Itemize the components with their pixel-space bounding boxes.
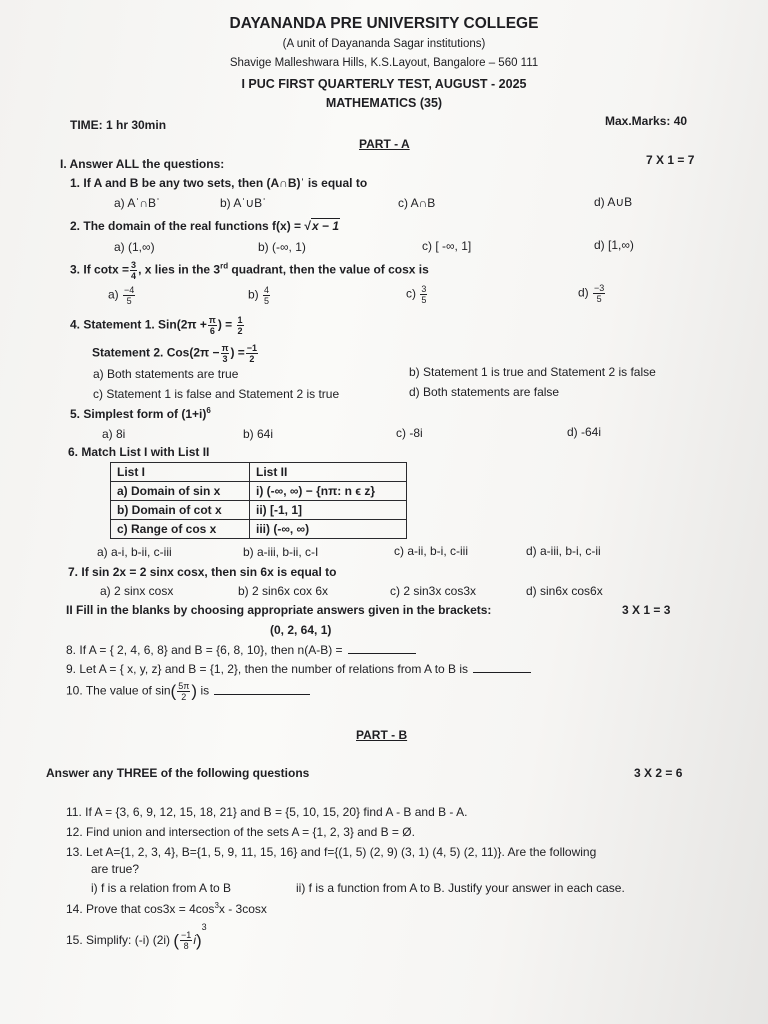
numerator: 3 [421,284,427,294]
q1-option-c[interactable]: c) A∩B [398,196,436,210]
question-number: 12. [66,825,83,839]
question-3 [70,260,429,281]
question-13-part-i: i) f is a relation from A to B [91,881,232,895]
q1-option-b[interactable]: b) Aˈ∪Bˈ [220,196,267,210]
q5-option-b[interactable]: b) 64i [243,427,274,441]
numerator: −3 [594,283,605,293]
question-text: Let A={1, 2, 3, 4}, B={1, 5, 9, 11, 15, 16} and f={(1, 5) (2, 9) (3, 1) (4, 5) (2, 11)}. Are the following [86,845,597,859]
imaginary-unit: i [193,933,196,947]
q4-option-b[interactable]: b) Statement 1 is true and Statement 2 is false [409,365,656,379]
q2-option-a[interactable]: a) (1,∞) [114,240,155,254]
question-14 [66,901,267,916]
q4-option-c[interactable]: c) Statement 1 is false and Statement 2 is true [93,387,340,401]
fraction [177,681,190,702]
table-header: List I [111,463,250,482]
table-header-row [111,463,407,482]
question-text: Simplest form of (1+i) [83,407,207,421]
fraction [593,283,605,304]
exam-title: I PUC FIRST QUARTERLY TEST, AUGUST - 2025 [241,77,527,91]
q2-option-b[interactable]: b) (-∞, 1) [258,240,306,254]
statement-text: ) = [217,317,233,332]
question-12 [66,825,415,839]
question-text: Find union and intersection of the sets A = {1, 2, 3} and B = Ø. [86,825,415,839]
table-cell: ii) [-1, 1] [250,501,407,520]
fraction [221,343,230,364]
question-text: Match List I with List II [81,445,210,459]
fraction [208,315,217,336]
section1-marks: 7 X 1 = 7 [646,153,695,167]
q6-option-c[interactable]: c) a-ii, b-i, c-iii [394,544,468,558]
q3-option-d[interactable] [578,283,606,304]
question-15 [66,922,207,951]
q5-option-d[interactable]: d) -64i [567,425,602,439]
question-number: 10. [66,683,83,698]
q2-option-d[interactable]: d) [1,∞) [594,238,634,252]
superscript: 6 [206,406,211,415]
college-unit: (A unit of Dayananda Sagar institutions) [282,38,486,50]
denominator: 4 [131,271,137,281]
fraction [123,285,135,306]
question-number: 7. [68,565,79,579]
question-number: 13. [66,845,83,859]
part-a-title: PART - A [359,137,410,151]
numerator: π [221,343,229,353]
denominator: 5 [421,295,427,305]
q3-option-c[interactable] [406,284,428,305]
denominator: 5 [596,294,602,304]
right-paren: ) [195,930,202,950]
question-text: is [200,683,210,698]
table-cell: b) Domain of cot x [111,501,250,520]
numerator: −1 [181,930,192,941]
fraction [420,284,427,305]
blank-choices: (0, 2, 64, 1) [270,623,332,637]
question-text: Let A = { x, y, z} and B = {1, 2}, then the number of relations from A to B is [79,662,469,676]
section2-marks: 3 X 1 = 3 [622,603,671,617]
option-label: c) [406,286,416,301]
numerator: 5π [178,681,190,691]
table-row [111,482,407,501]
question-text: x - 3cosx [218,902,267,916]
question-text: If A = { 2, 4, 6, 8} and B = {6, 8, 10}, then n(A-B) = [79,643,343,657]
q5-option-a[interactable]: a) 8i [102,427,126,441]
answer-blank[interactable] [348,643,416,654]
option-label: b) [248,287,259,302]
question-13-continued: are true? [91,862,140,876]
left-paren: ( [170,681,177,701]
question-text: Simplify: (-i) (2i) [86,933,171,947]
part-b-marks: 3 X 2 = 6 [634,766,683,780]
denominator: 2 [181,692,187,702]
q6-option-a[interactable]: a) a-i, b-ii, c-iii [97,545,172,559]
statement-text: ) = [230,345,245,360]
question-text: The domain of the real functions f(x) = [83,219,305,233]
table-cell: a) Domain of sin x [111,482,250,501]
denominator: 2 [237,326,243,336]
numerator: 3 [131,260,137,270]
section2-heading: II Fill in the blanks by choosing appropriate answers given in the brackets: [66,603,492,617]
option-label: d) [578,285,589,300]
superscript: 3 [201,922,207,932]
question-text: If sin 2x = 2 sinx cosx, then sin 6x is equal to [81,565,337,579]
question-number: 5. [70,407,81,421]
fraction [180,930,192,951]
question-number: 6. [68,445,79,459]
question-text: quadrant, then the value of cosx is [228,262,429,277]
q3-option-b[interactable] [248,285,271,306]
statement-text: Statement 1. Sin(2π + [83,317,207,332]
question-number: 4. [70,317,81,332]
table-header: List II [250,463,407,482]
question-2 [70,219,340,233]
answer-blank[interactable] [473,662,531,673]
numerator: 4 [264,285,270,295]
q1-option-a[interactable]: a) Aˈ∩Bˈ [114,196,160,210]
q7-option-a[interactable]: a) 2 sinx cosx [100,584,174,598]
fraction [263,285,270,306]
question-1 [70,176,367,190]
question-number: 14. [66,902,83,916]
denominator: 8 [183,941,189,952]
radicand: x − 1 [311,219,339,233]
answer-blank[interactable] [214,684,310,695]
question-number: 1. [70,176,81,190]
statement-text: Statement 2. Cos(2π − [92,345,220,360]
max-marks: Max.Marks: 40 [605,114,688,128]
question-text: If A and B be any two sets, then (A∩B)ˈ is equal to [83,176,368,190]
time-allowed: TIME: 1 hr 30min [70,118,167,132]
numerator: −4 [124,285,135,295]
fraction [237,315,244,336]
question-number: 9. [66,662,77,676]
left-paren: ( [173,930,180,950]
question-number: 2. [70,219,81,233]
college-address: Shavige Malleshwara Hills, K.S.Layout, Bangalore – 560 111 [229,57,539,69]
question-5 [70,406,211,421]
denominator: 3 [222,354,228,364]
q4-option-a[interactable]: a) Both statements are true [93,367,239,381]
question-text: , x lies in the 3 [138,262,221,277]
q6-option-d[interactable]: d) a-iii, b-i, c-ii [526,544,601,558]
denominator: 5 [264,296,270,306]
denominator: 6 [209,326,215,336]
table-cell: i) (-∞, ∞) − {nπ: n ϵ z} [250,482,407,501]
question-text: The value of sin [85,683,171,698]
match-list-table [110,462,407,539]
question-4-statement-2 [92,343,259,364]
question-4-statement-1 [70,315,245,336]
numerator: 1 [237,315,243,325]
part-b-title: PART - B [356,728,408,742]
q3-option-a[interactable] [108,285,136,306]
question-6 [68,445,209,459]
option-label: a) [108,287,119,302]
question-text: If A = {3, 6, 9, 12, 15, 18, 21} and B = {5, 10, 15, 20} find A - B and B - A. [85,805,468,819]
question-7 [68,565,336,579]
question-13-part-ii: ii) f is a function from A to B. Justify your answer in each case. [296,881,625,895]
question-text: If cotx = [83,262,130,277]
superscript: rd [220,261,229,271]
q7-option-c[interactable]: c) 2 sin3x cos3x [390,584,477,598]
question-13 [66,845,596,859]
q2-option-c[interactable]: c) [ -∞, 1] [422,239,472,253]
numerator: π [208,315,216,325]
fraction [130,260,137,281]
table-row [111,520,407,539]
denominator: 5 [126,296,132,306]
table-row [111,501,407,520]
table-cell: c) Range of cos x [111,520,250,539]
table-cell: iii) (-∞, ∞) [250,520,407,539]
q4-option-d[interactable]: d) Both statements are false [409,385,560,399]
subject-title: MATHEMATICS (35) [325,96,443,110]
q7-option-d[interactable]: d) sin6x cos6x [526,584,603,598]
question-10 [66,681,310,702]
question-number: 11. [66,805,82,819]
question-text: Prove that cos3x = 4cos [86,902,215,916]
numerator: −1 [246,343,258,353]
superscript: 3 [214,901,219,910]
question-number: 8. [66,643,77,657]
q7-option-b[interactable]: b) 2 sin6x cox 6x [238,584,329,598]
section1-heading: I. Answer ALL the questions: [60,157,225,171]
fraction [246,343,258,364]
college-name: DAYANANDA PRE UNIVERSITY COLLEGE [229,15,539,32]
q6-option-b[interactable]: b) a-iii, b-ii, c-I [243,545,319,559]
q5-option-c[interactable]: c) -8i [396,426,423,440]
question-9 [66,662,531,676]
part-b-heading: Answer any THREE of the following questions [46,766,310,780]
question-8 [66,643,416,657]
denominator: 2 [249,354,255,364]
question-number: 3. [70,262,81,277]
question-11 [66,805,467,819]
q1-option-d[interactable]: d) A∪B [594,195,633,209]
question-number: 15. [66,933,83,947]
sqrt-sign: √ [304,219,311,233]
right-paren: ) [191,681,198,701]
